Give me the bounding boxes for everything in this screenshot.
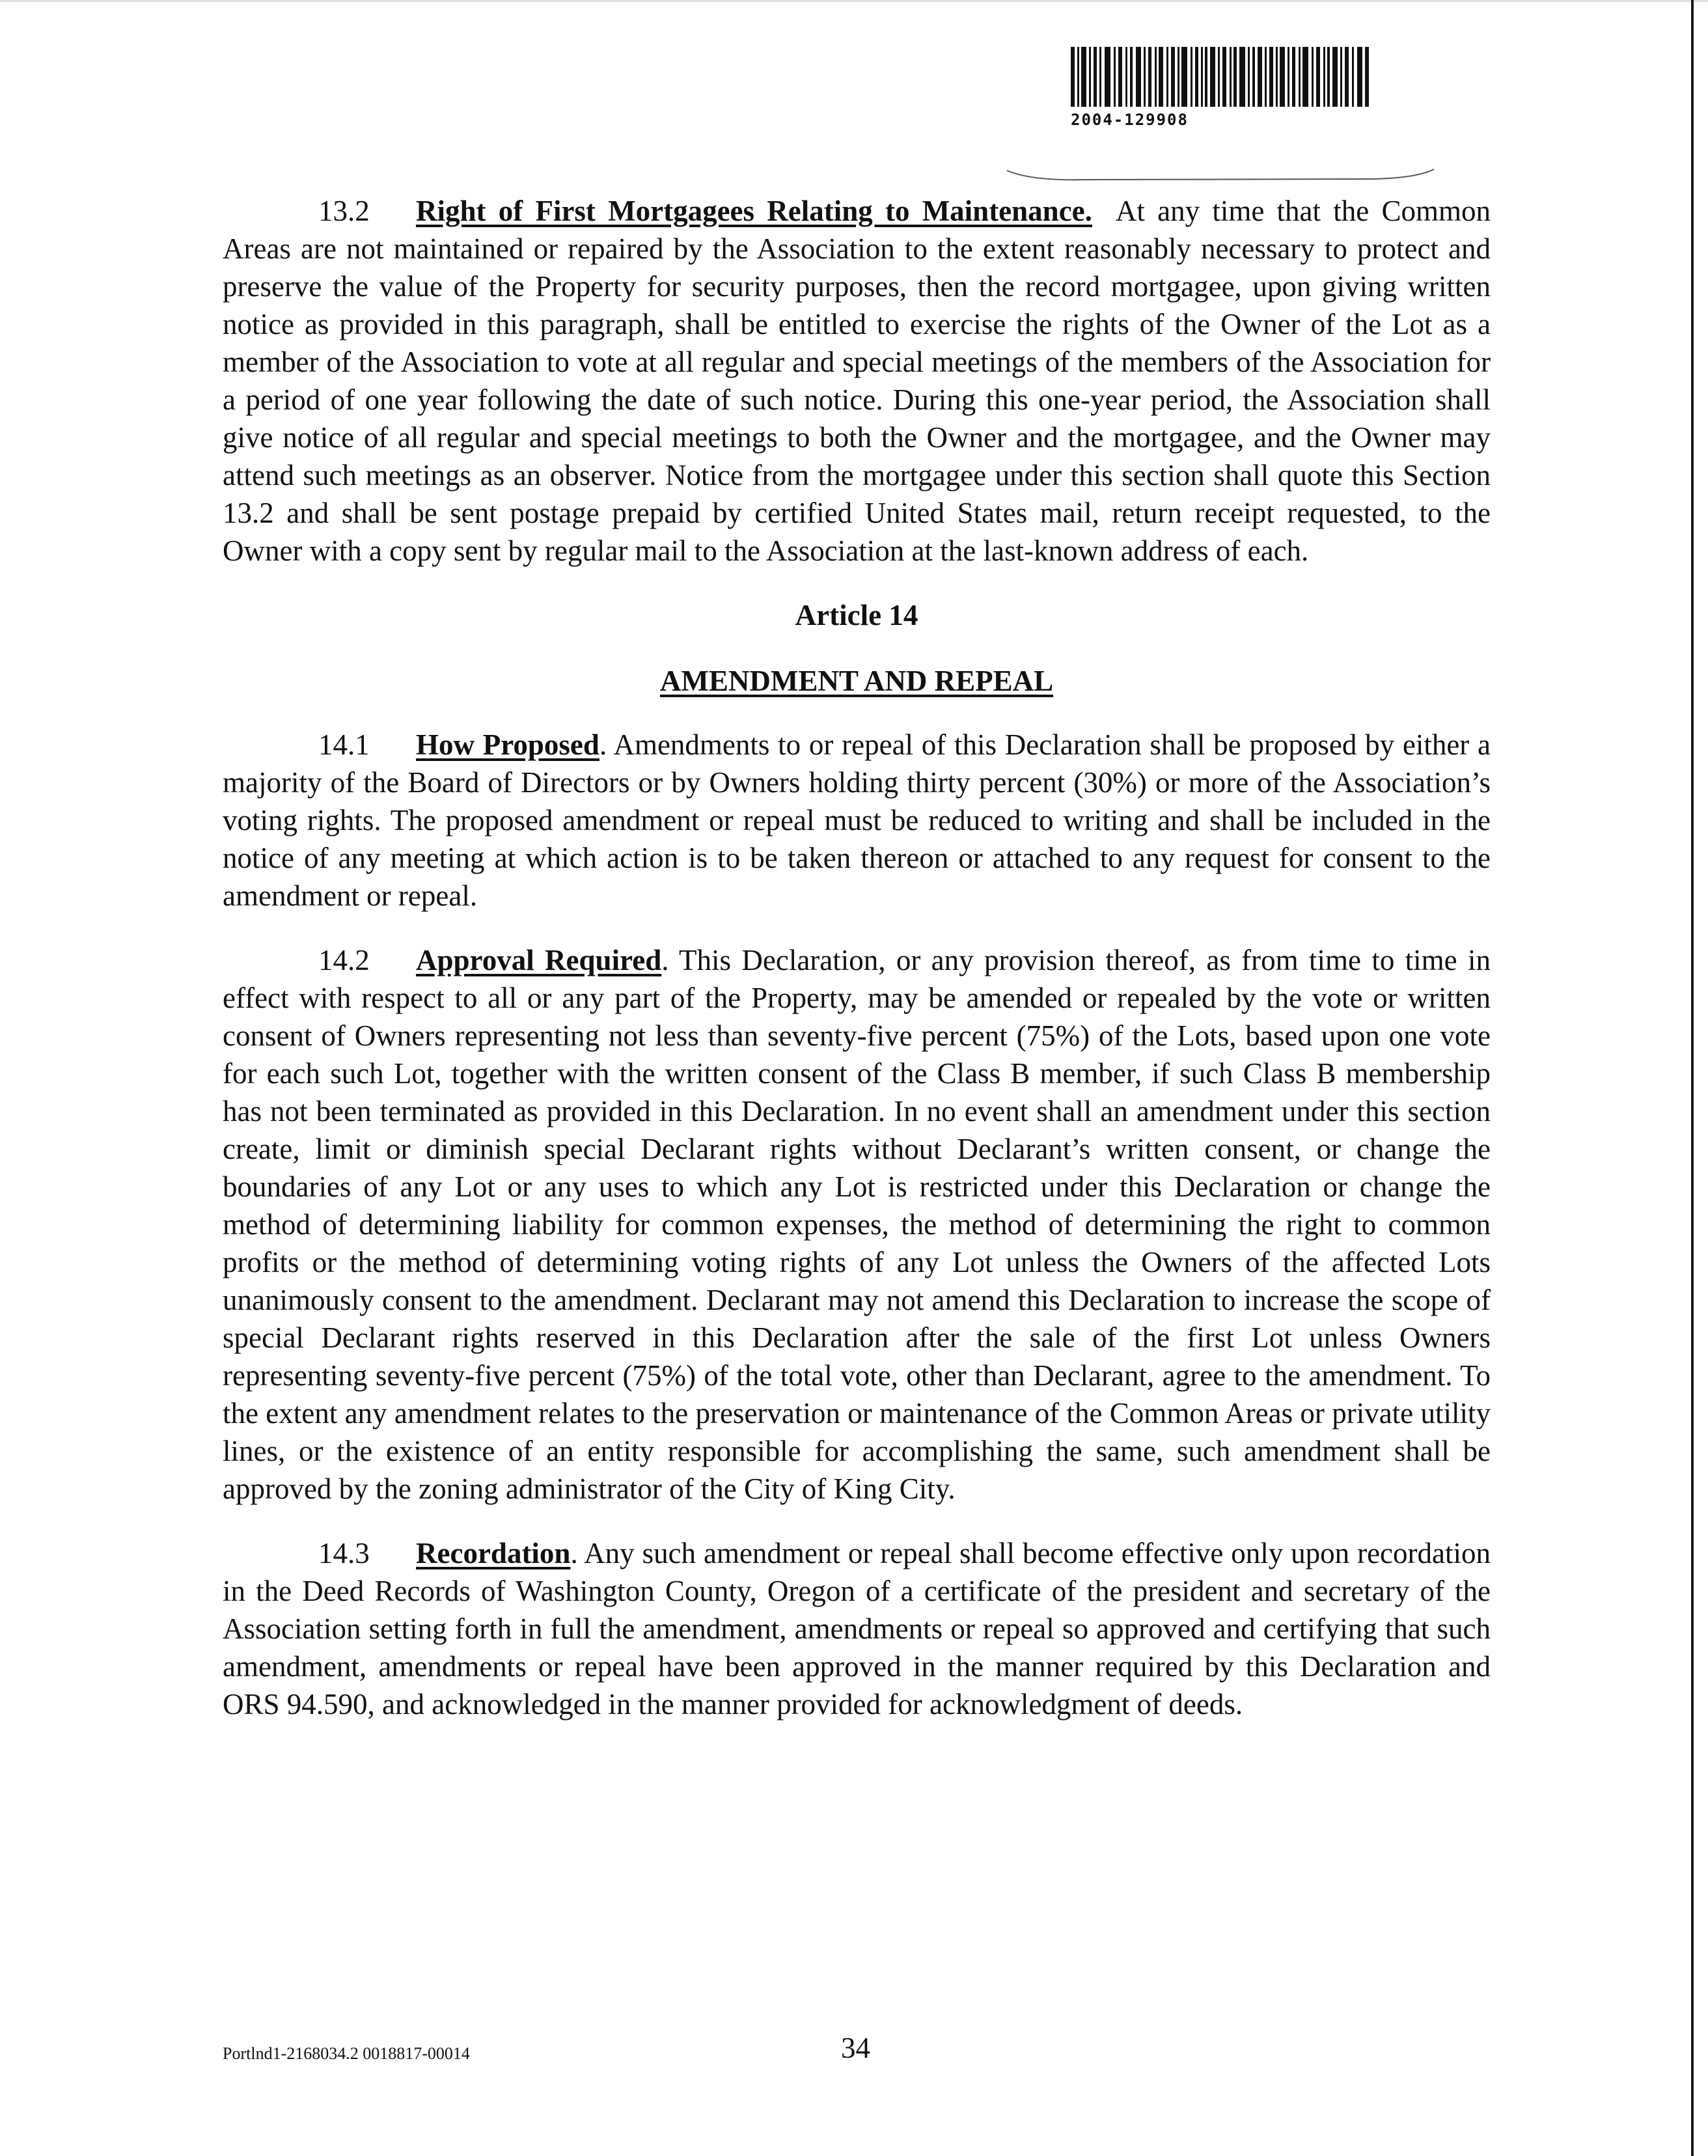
article-title: AMENDMENT AND REPEAL [659,665,1054,697]
footer-document-code: Portlnd1-2168034.2 0018817-00014 [223,2044,470,2063]
section-number: 14.1 [318,728,370,761]
section-number: 13.2 [318,195,370,227]
section-body: At any time that the Common Areas are not maintained or repaired by the Association to the extent reasonably necessary to protect and preserve the value of the Property for security purposes, then the record mortgagee, upon giving written notice as provided in this paragraph, shall be entitled to exercise the rights of the Owner of the Lot as a member of the Association to vote at all regular and special meetings of the members of the Association for a period of one year following the date of such notice. During this one-year period, the Association shall give notice of all regular and special meetings to both the Owner and the mortgagee, and the Owner may attend such meetings as an observer. Notice from the mortgagee under this section shall quote this Section 13.2 and shall be sent postage prepaid by certified United States mail, return receipt requested, to the Owner with a copy sent by regular mail to the Association at the last-known address of each. [223,195,1491,567]
barcode-number: 2004-129908 [1071,111,1189,129]
stamp-underline [1006,168,1435,182]
page-number: 34 [841,2032,870,2064]
document-body [223,192,1491,1750]
section-14-2 [223,941,1491,1508]
section-number: 14.3 [318,1537,370,1569]
scan-edge-right [1691,0,1694,2156]
section-14-1 [223,726,1491,915]
section-title: Right of First Mortgagees Relating to Maintenance. [416,195,1092,227]
section-title: Recordation [416,1537,571,1569]
scan-edge-top [0,0,1708,2]
section-title: Approval Required [416,944,662,976]
section-title: How Proposed [416,728,599,761]
section-body: . Any such amendment or repeal shall become effective only upon recordation in the Deed Records of Washington County, Oregon of a certificate of the president and secretary of the Association setting forth in full the amendment, amendments or repeal so approved and certifying that such amendment, amendments or repeal have been approved in the manner required by this Declaration and ORS 94.590, and acknowledged in the manner provided for acknowledgment of deeds. [223,1537,1491,1721]
section-13-2 [223,192,1491,570]
barcode-icon [1071,47,1370,107]
section-body: . This Declaration, or any provision thereof, as from time to time in effect with respect to all or any part of the Property, may be amended or repealed by the vote or written consent of Owners representing not less than seventy-five percent (75%) of the Lots, based upon one vote for each such Lot, together with the written consent of the Class B member, if such Class B membership has not been terminated as provided in this Declaration. In no event shall an amendment under this section create, limit or diminish special Declarant rights without Declarant’s written consent, or change the boundaries of any Lot or any uses to which any Lot is restricted under this Declaration or change the method of determining liability for common expenses, the method of determining the right to common profits or the method of determining voting rights of any Lot unless the Owners of the affected Lots unanimously consent to the amendment. Declarant may not amend this Declaration to increase the scope of special Declarant rights reserved in this Declaration after the sale of the first Lot unless Owners representing seventy-five percent (75%) of the total vote, other than Declarant, agree to the amendment. To the extent any amendment relates to the preservation or maintenance of the Common Areas or private utility lines, or the existence of an entity responsible for accomplishing the same, such amendment shall be approved by the zoning administrator of the City of King City. [223,944,1491,1505]
section-body: . Amendments to or repeal of this Declaration shall be proposed by either a majority of the Board of Directors or by Owners holding thirty percent (30%) or more of the Association’s voting rights. The proposed amendment or repeal must be reduced to writing and shall be included in the notice of any meeting at which action is to be taken thereon or attached to any request for consent to the amendment or repeal. [223,728,1491,912]
section-number: 14.2 [318,944,370,976]
recording-barcode [1071,47,1370,131]
article-heading: Article 14 [795,599,918,631]
section-14-3 [223,1534,1491,1723]
